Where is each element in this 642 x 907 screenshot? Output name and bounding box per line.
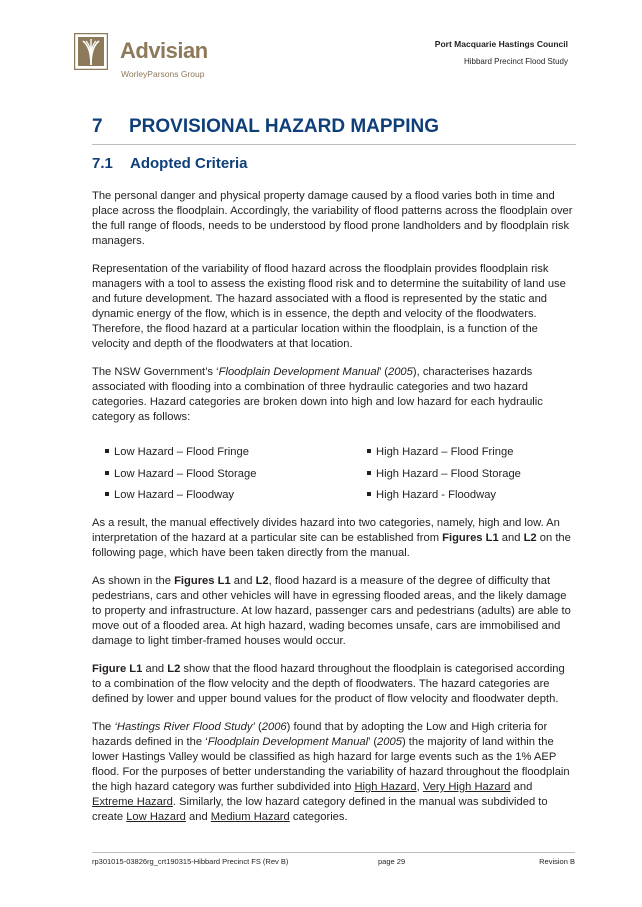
term-very-high-hazard: Very High Hazard	[422, 781, 511, 793]
footer-divider	[92, 852, 575, 853]
section-heading	[92, 155, 248, 172]
study-year: 2006	[261, 721, 287, 733]
term-extreme-hazard: Extreme Hazard	[92, 796, 173, 808]
term-high-hazard: High Hazard	[354, 781, 417, 793]
study-title: ‘Hastings River Flood Study’	[114, 721, 255, 733]
term-low-hazard: Low Hazard	[126, 811, 186, 823]
bullet-high-storage: High Hazard – Flood Storage	[367, 467, 521, 482]
text-run: show that the flood hazard throughout the floodplain is categorised according to a combination of the flow velocity and the depth of floodwaters. The hazard categories are defined by lower and upper bound values for the product of flow velocity and floodwater depth.	[92, 663, 565, 705]
text-run: and	[498, 532, 524, 544]
section-title: Adopted Criteria	[130, 155, 248, 172]
figure-ref: L2	[167, 663, 181, 675]
text-run: categories.	[289, 811, 348, 823]
text-run: ’ (	[368, 736, 378, 748]
text-run: and	[142, 663, 168, 675]
header-client: Port Macquarie Hastings Council	[434, 39, 568, 49]
bullet-low-storage: Low Hazard – Flood Storage	[105, 467, 256, 482]
text-run: . Similarly, the low hazard category defined in the manual was subdivided to create	[92, 796, 548, 823]
footer-reference: rp301015-03826rg_crt190315-Hibbard Precinct FS (Rev B)	[92, 857, 289, 866]
manual-year: 2005	[387, 366, 413, 378]
text-run: ) the majority of land within the lower Hastings Valley would be classified as high hazard for large events such as the 1% AEP flood. For the purposes of better understanding the variability of hazard throughout the floodplain the high hazard category was further subdivided into	[92, 736, 570, 793]
text-run: The NSW Government’s ‘	[92, 366, 219, 378]
figure-ref: Figures L1	[174, 575, 231, 587]
paragraph-6	[92, 662, 575, 707]
manual-title: Floodplain Development Manual	[218, 366, 380, 378]
text-run: ), characterises hazards associated with flooding into a combination of three hydraulic categories and two hazard categories. Hazard categories are broken down into high and low hazard for each hydraulic category as follows:	[92, 366, 543, 423]
text-run: , flood hazard is a measure of the degree of difficulty that pedestrians, cars and other vehicles will have in egressing flooded areas, and the likely damage to property and infrastructure. At low hazard, passenger cars and pedestrians (adults) are able to move out of a flooded area. At high hazard, wading becomes unsafe, cars are immobilised and damage to light timber-framed houses would occur.	[92, 575, 571, 647]
paragraph-4	[92, 516, 575, 561]
paragraph-5	[92, 574, 575, 649]
text-run: As shown in the	[92, 575, 175, 587]
text-run: ’ (	[379, 366, 388, 378]
footer-page-number: page 29	[378, 857, 406, 866]
figure-ref: L2	[523, 532, 537, 544]
text-run: The	[92, 721, 115, 733]
text-run: (	[254, 721, 262, 733]
text-run: and	[230, 575, 256, 587]
bullet-low-fringe: Low Hazard – Flood Fringe	[105, 445, 249, 460]
manual-title: Floodplain Development Manual	[207, 736, 369, 748]
chapter-number: 7	[92, 116, 103, 137]
logo-subtitle: WorleyParsons Group	[121, 69, 205, 79]
term-medium-hazard: Medium Hazard	[210, 811, 290, 823]
bullet-low-floodway: Low Hazard – Floodway	[105, 488, 234, 503]
text-run: As a result, the manual effectively divides hazard into two categories, namely, high and low. An interpretation of the hazard at a particular site can be established from	[92, 517, 560, 544]
text-run: ) found that by adopting the Low and High criteria for hazards defined in the ‘	[92, 721, 548, 748]
paragraph-7	[92, 720, 575, 825]
chapter-heading	[92, 116, 576, 145]
text-run: on the following page, which have been taken directly from the manual.	[92, 532, 571, 559]
footer-revision: Revision B	[539, 857, 575, 866]
paragraph-1: The personal danger and physical property damage caused by a flood varies both in time and place across the floodplain. Accordingly, the variability of flood patterns across the floodplain over the full range of floods, needs to be understood by flood prone landholders and by floodplain risk managers.	[92, 190, 573, 247]
paragraph-2: Representation of the variability of flood hazard across the floodplain provides floodplain risk managers with a tool to assess the existing flood risk and to determine the suitability of land use and future development. The hazard associated with a flood is represented by the static and dynamic energy of the flow, which is in essence, the depth and velocity of the floodwaters. Therefore, the flood hazard at a particular location within the floodplain, is a function of the velocity and depth of the floodwaters at that location.	[92, 263, 566, 350]
figure-ref: L2	[255, 575, 269, 587]
chapter-title: PROVISIONAL HAZARD MAPPING	[129, 116, 440, 137]
manual-year: 2005	[377, 736, 402, 748]
advisian-logo-icon	[74, 33, 108, 70]
text-run: and	[185, 811, 211, 823]
figure-ref: Figures L1	[442, 532, 499, 544]
section-number: 7.1	[92, 155, 113, 172]
figure-ref: Figure L1	[92, 663, 143, 675]
text-run: and	[510, 781, 533, 793]
paragraph-3	[92, 365, 575, 425]
header-study: Hibbard Precinct Flood Study	[463, 57, 568, 66]
logo-wordmark: Advisian	[120, 38, 208, 63]
text-run: ,	[416, 781, 423, 793]
bullet-high-floodway: High Hazard - Floodway	[367, 488, 496, 503]
bullet-high-fringe: High Hazard – Flood Fringe	[367, 445, 513, 460]
